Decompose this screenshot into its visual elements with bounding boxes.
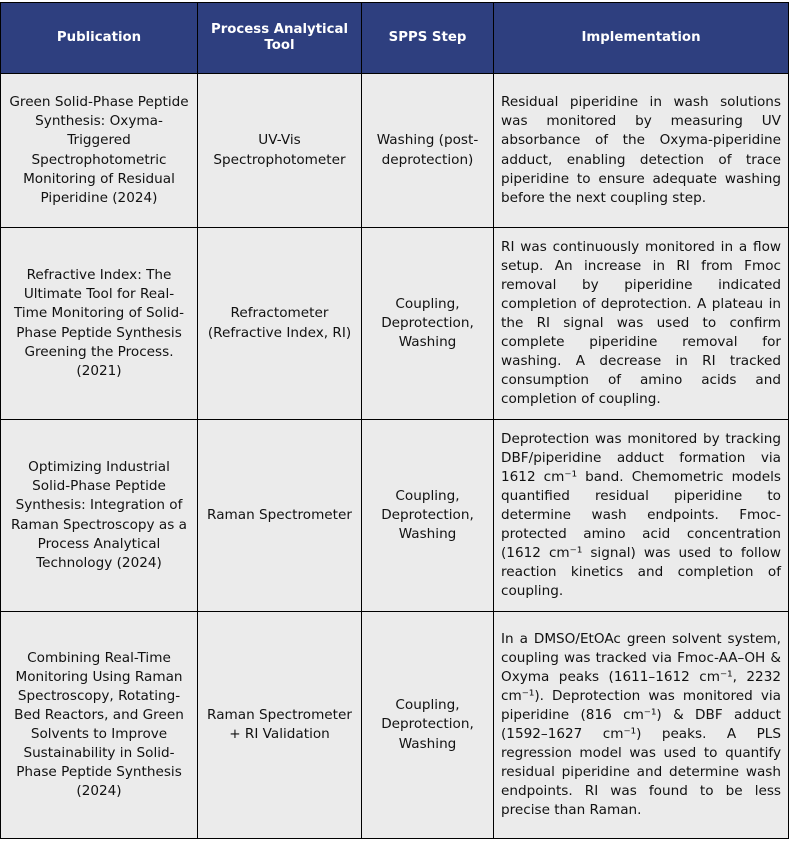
header-publication: Publication bbox=[1, 3, 198, 74]
table-row bbox=[1, 612, 789, 839]
publication-cell: Combining Real-Time Monitoring Using Raman Spectroscopy, Rotating-Bed Reactors, and Green Solvents to Improve Sustainability in Solid-Phase Peptide Synthesis (2024) bbox=[1, 612, 198, 839]
header-implementation: Implementation bbox=[494, 3, 789, 74]
step-cell: Coupling, Deprotection, Washing bbox=[362, 612, 494, 839]
tool-cell: Refractometer (Refractive Index, RI) bbox=[198, 228, 362, 420]
publication-cell: Refractive Index: The Ultimate Tool for Real-Time Monitoring of Solid-Phase Peptide Synthesis Greening the Process. (2021) bbox=[1, 228, 198, 420]
publication-cell: Green Solid-Phase Peptide Synthesis: Oxyma-Triggered Spectrophotometric Monitoring of Residual Piperidine (2024) bbox=[1, 74, 198, 228]
implementation-cell: Deprotection was monitored by tracking DBF/piperidine adduct formation via 1612 cm⁻¹ band. Chemometric models quantified residual piperidine to determine wash endpoints. Fmoc-protected amino acid concentration (1612 cm⁻¹ signal) was used to follow reaction kinetics and completion of coupling. bbox=[494, 420, 789, 612]
publication-cell: Optimizing Industrial Solid-Phase Peptide Synthesis: Integration of Raman Spectroscopy as a Process Analytical Technology (2024) bbox=[1, 420, 198, 612]
tool-cell: Raman Spectrometer bbox=[198, 420, 362, 612]
step-cell: Coupling, Deprotection, Washing bbox=[362, 228, 494, 420]
implementation-cell: RI was continuously monitored in a flow setup. An increase in RI from Fmoc removal by piperidine indicated completion of deprotection. A plateau in the RI signal was used to confirm complete piperidine removal for washing. A decrease in RI tracked consumption of amino acids and completion of coupling. bbox=[494, 228, 789, 420]
table-row bbox=[1, 420, 789, 612]
implementation-cell: Residual piperidine in wash solutions was monitored by measuring UV absorbance of the Oxyma-piperidine adduct, enabling detection of trace piperidine to ensure adequate washing before the next coupling step. bbox=[494, 74, 789, 228]
header-process-analytical-tool: Process Analytical Tool bbox=[198, 3, 362, 74]
table-row bbox=[1, 228, 789, 420]
header-spps-step: SPPS Step bbox=[362, 3, 494, 74]
tool-cell: Raman Spectrometer + RI Validation bbox=[198, 612, 362, 839]
table-row bbox=[1, 74, 789, 228]
step-cell: Washing (post-deprotection) bbox=[362, 74, 494, 228]
header-row bbox=[1, 3, 789, 74]
publication-table bbox=[0, 2, 789, 839]
step-cell: Coupling, Deprotection, Washing bbox=[362, 420, 494, 612]
implementation-cell: In a DMSO/EtOAc green solvent system, coupling was tracked via Fmoc-AA–OH & Oxyma peaks (1611–1612 cm⁻¹, 2232 cm⁻¹). Deprotection was monitored via piperidine (816 cm⁻¹) & DBF adduct (1592–1627 cm⁻¹) peaks. A PLS regression model was used to quantify residual piperidine and determine wash endpoints. RI was found to be less precise than Raman. bbox=[494, 612, 789, 839]
tool-cell: UV-Vis Spectrophotometer bbox=[198, 74, 362, 228]
